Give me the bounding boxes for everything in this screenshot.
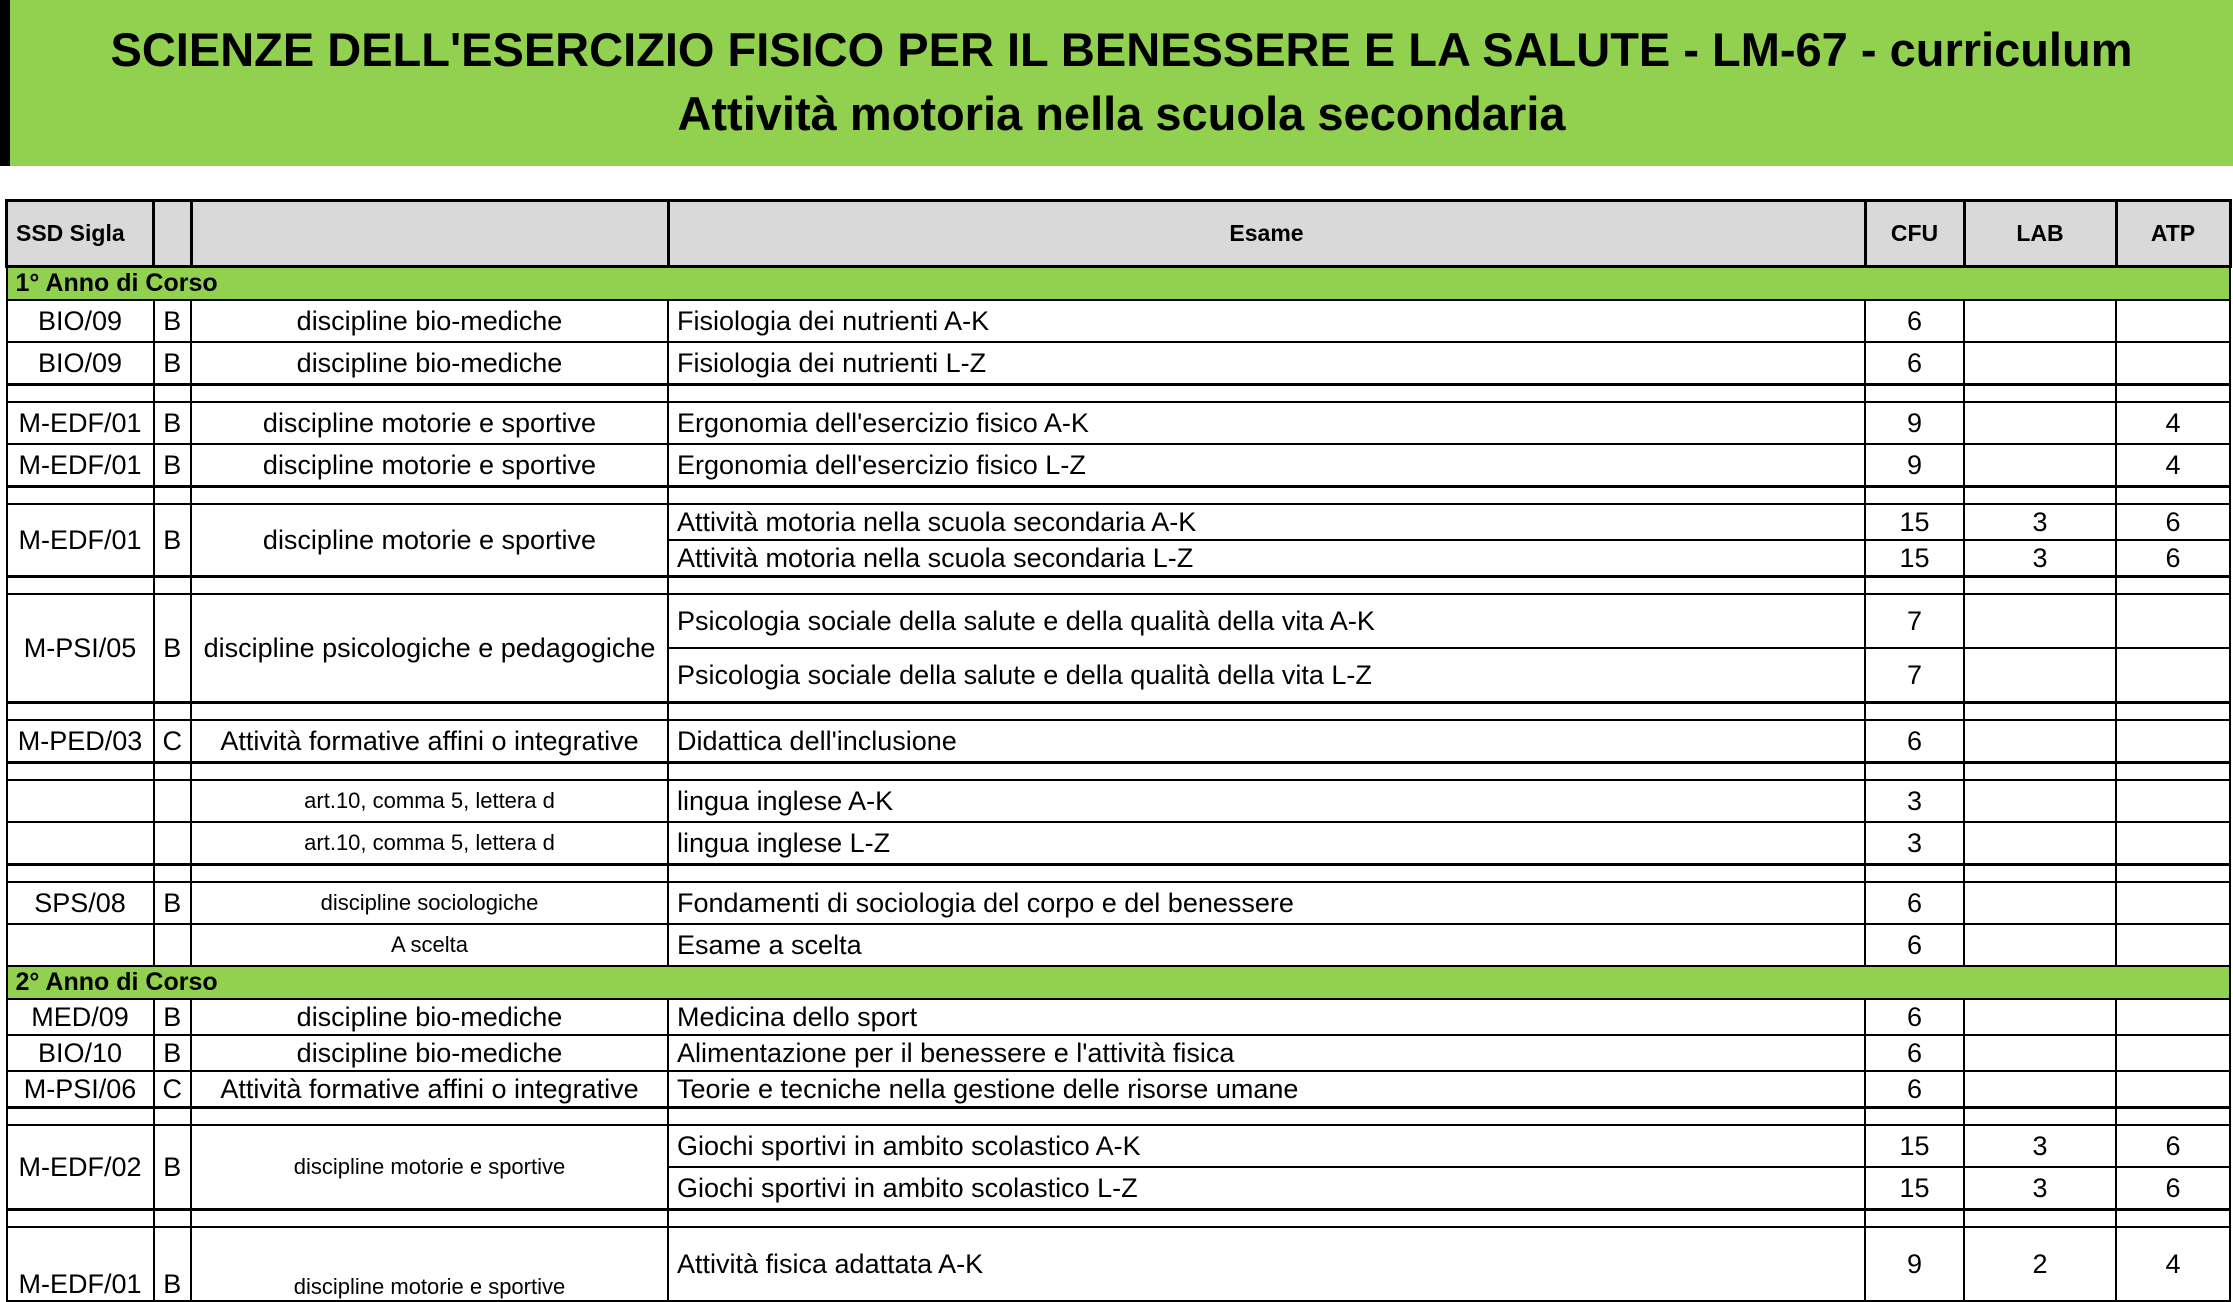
spacer-row xyxy=(7,1210,2231,1228)
year-row-2 xyxy=(7,966,2231,999)
table-row: BIO/10 B discipline bio-mediche Alimentazione per il benessere e l'attività fisica 6 xyxy=(7,1035,2231,1071)
spacer-row xyxy=(7,763,2231,781)
table-row: art.10, comma 5, lettera d lingua inglese L-Z 3 xyxy=(7,822,2231,865)
table-row: M-EDF/01 B discipline motorie e sportive Attività motoria nella scuola secondaria A-K 15 3 6 xyxy=(7,504,2231,540)
table-row: M-PSI/05 B discipline psicologiche e pedagogiche Psicologia sociale della salute e della qualità della vita A-K 7 xyxy=(7,594,2231,648)
table-row: SPS/08 B discipline sociologiche Fondamenti di sociologia del corpo e del benessere 6 xyxy=(7,882,2231,924)
table-row: M-EDF/02 B discipline motorie e sportive Giochi sportivi in ambito scolastico A-K 15 3 6 xyxy=(7,1125,2231,1167)
table-header xyxy=(7,201,2231,267)
spacer-row xyxy=(7,865,2231,883)
spacer-row xyxy=(7,577,2231,595)
title-line-1: SCIENZE DELL'ESERCIZIO FISICO PER IL BENESSERE E LA SALUTE - LM-67 - curriculum xyxy=(110,23,2133,76)
table-row: M-EDF/01 B discipline motorie e sportive Ergonomia dell'esercizio fisico L-Z 9 4 xyxy=(7,444,2231,487)
table-row: MED/09 B discipline bio-mediche Medicina dello sport 6 xyxy=(7,999,2231,1035)
table-row: A scelta Esame a scelta 6 xyxy=(7,924,2231,966)
table-row: art.10, comma 5, lettera d lingua inglese A-K 3 xyxy=(7,780,2231,822)
table-row: BIO/09 B discipline bio-mediche Fisiologia dei nutrienti A-K 6 xyxy=(7,300,2231,342)
curriculum-table xyxy=(5,199,2232,1302)
header-lab: LAB xyxy=(1964,201,2116,267)
table-row: M-PED/03 C Attività formative affini o integrative Didattica dell'inclusione 6 xyxy=(7,720,2231,763)
year-2-label: 2° Anno di Corso xyxy=(7,966,2231,999)
table-row: M-EDF/01 B discipline motorie e sportive Ergonomia dell'esercizio fisico A-K 9 4 xyxy=(7,402,2231,444)
spacer-row xyxy=(7,487,2231,505)
table-row: Attività motoria nella scuola secondaria L-Z 15 3 6 xyxy=(7,540,2231,577)
year-1-label: 1° Anno di Corso xyxy=(7,267,2231,301)
table-row: Psicologia sociale della salute e della qualità della vita L-Z 7 xyxy=(7,648,2231,703)
spacer-row xyxy=(7,703,2231,721)
table-row: M-PSI/06 C Attività formative affini o integrative Teorie e tecniche nella gestione delle risorse umane 6 xyxy=(7,1071,2231,1108)
table-row: BIO/09 B discipline bio-mediche Fisiologia dei nutrienti L-Z 6 xyxy=(7,342,2231,385)
header-cfu: CFU xyxy=(1865,201,1964,267)
title-line-2: Attività motoria nella scuola secondaria xyxy=(677,87,1566,140)
page-title xyxy=(0,0,2233,166)
header-ssd: SSD Sigla xyxy=(7,201,154,267)
header-esame: Esame xyxy=(668,201,1865,267)
table-row: Giochi sportivi in ambito scolastico L-Z 15 3 6 xyxy=(7,1167,2231,1210)
header-atp: ATP xyxy=(2116,201,2230,267)
spacer-row xyxy=(7,385,2231,403)
year-row-1 xyxy=(7,267,2231,301)
table-row: M-EDF/01 B discipline motorie e sportive Attività fisica adattata A-K 9 2 4 xyxy=(7,1227,2231,1301)
spacer-row xyxy=(7,1108,2231,1126)
